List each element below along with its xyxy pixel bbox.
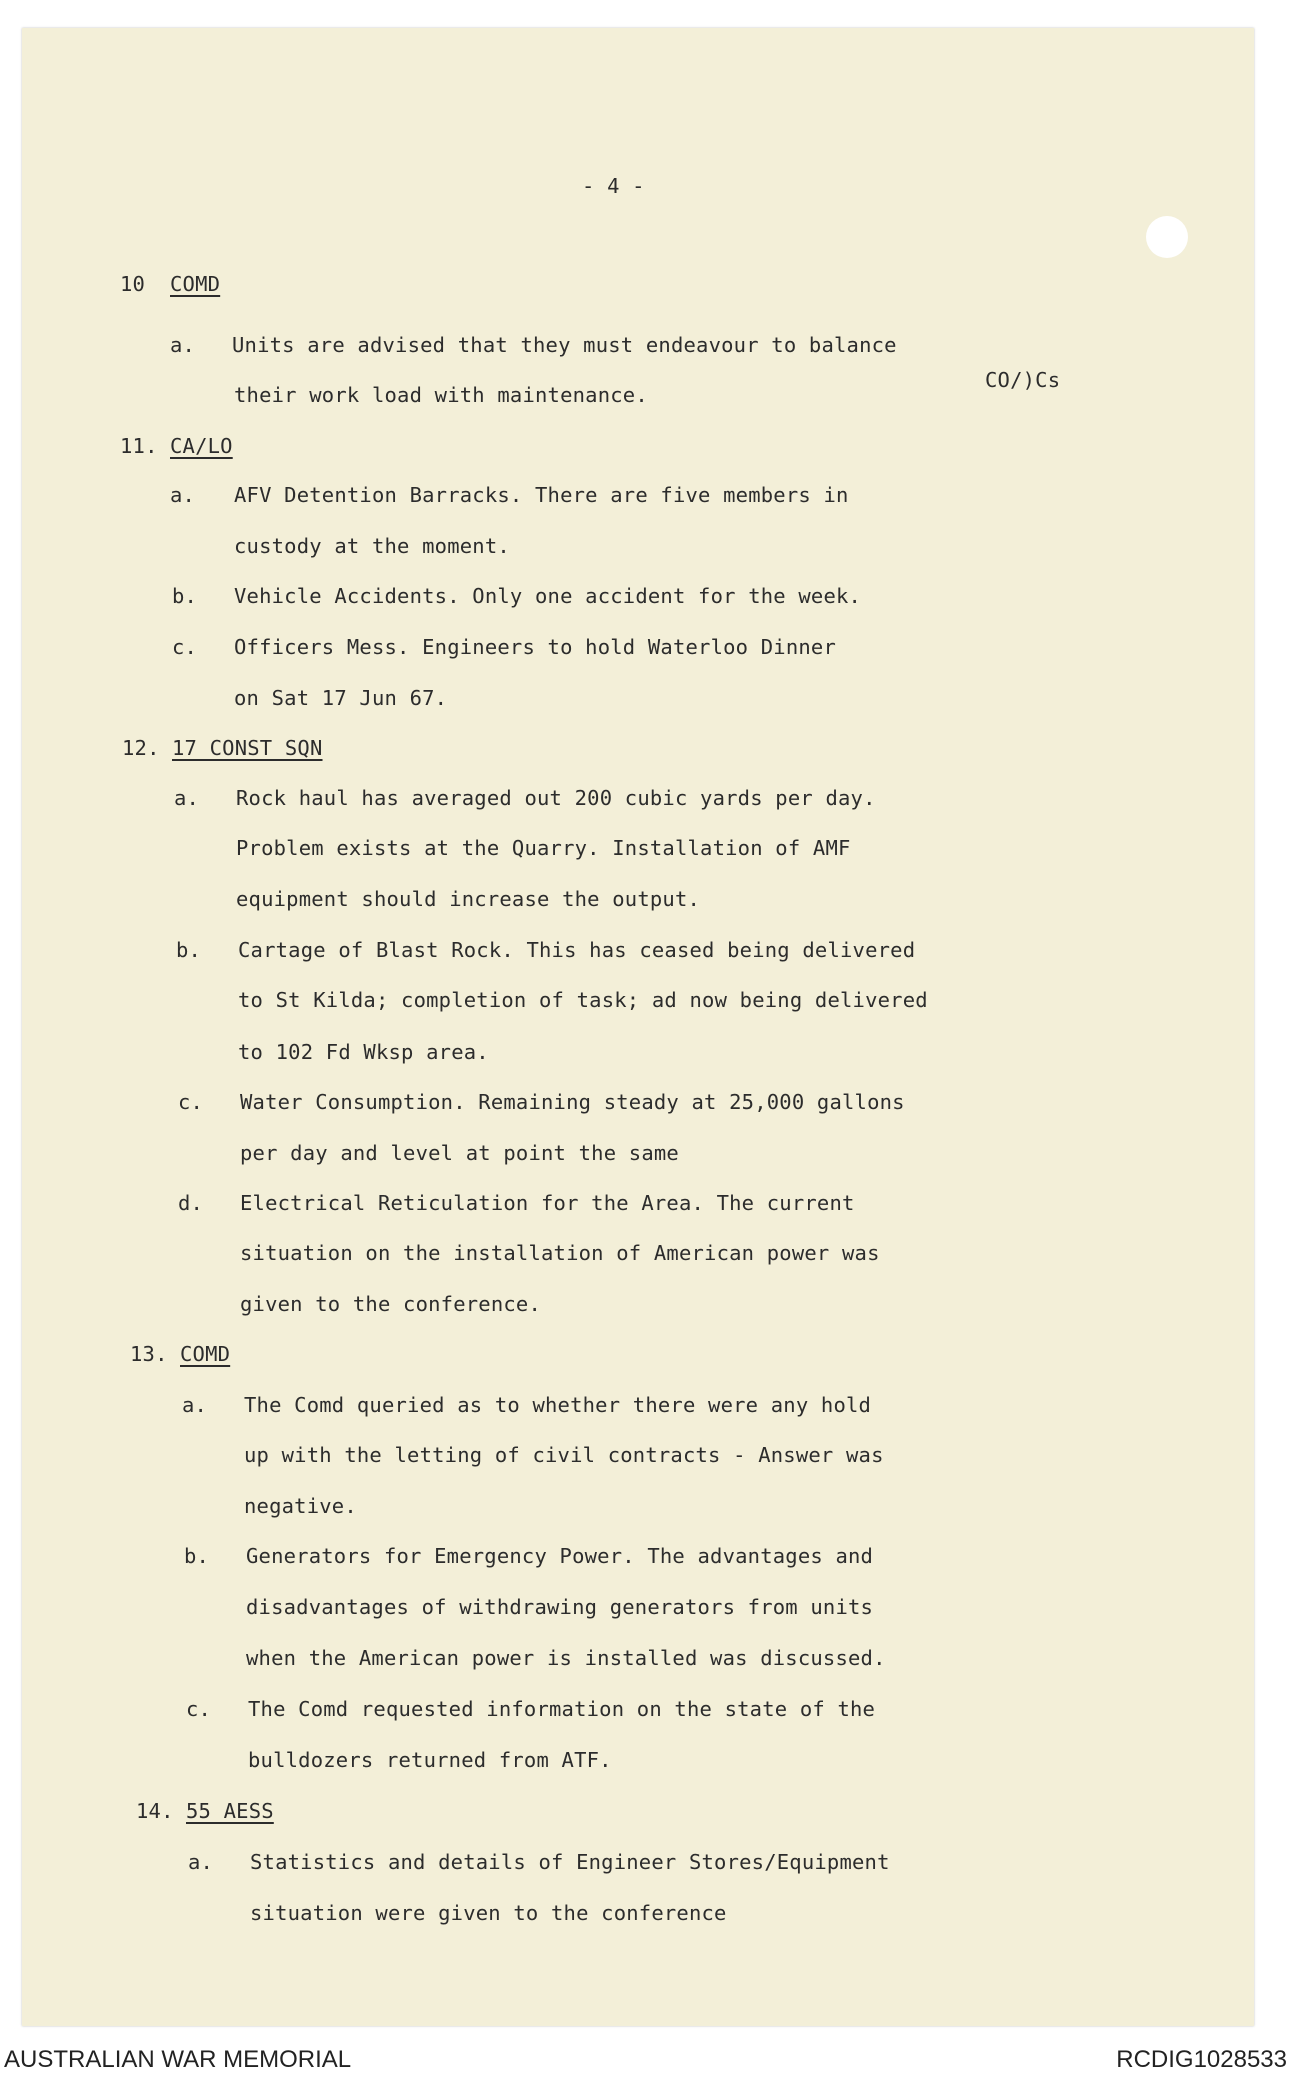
- section-number: 11.: [120, 434, 158, 458]
- item-text-line: negative.: [244, 1494, 357, 1518]
- item-letter: a.: [170, 333, 196, 357]
- item-text-line: disadvantages of withdrawing generators from units: [246, 1595, 874, 1619]
- item-text-line: custody at the moment.: [234, 534, 510, 558]
- item-text-line: situation were given to the conference: [250, 1901, 727, 1925]
- item-text-line: The Comd requested information on the state of the: [248, 1697, 876, 1721]
- section-heading: COMD: [170, 272, 221, 296]
- footer-source: AUSTRALIAN WAR MEMORIAL: [4, 2046, 352, 2073]
- item-letter: a.: [182, 1393, 208, 1417]
- section-number: 12.: [122, 736, 160, 760]
- item-letter: c.: [186, 1697, 212, 1721]
- item-letter: b.: [184, 1544, 210, 1568]
- item-letter: d.: [178, 1191, 204, 1215]
- item-letter: b.: [172, 584, 198, 608]
- section-number: 14.: [136, 1799, 174, 1823]
- item-text-line: Rock haul has averaged out 200 cubic yards per day.: [236, 786, 876, 810]
- item-text-line: Statistics and details of Engineer Stores/Equipment: [250, 1850, 890, 1874]
- item-text-line: situation on the installation of American power was: [240, 1241, 880, 1265]
- item-text-line: Vehicle Accidents. Only one accident for the week.: [234, 584, 862, 608]
- item-text-line: equipment should increase the output.: [236, 887, 701, 911]
- footer-id: RCDIG1028533: [1116, 2046, 1287, 2073]
- page-number: - 4 -: [582, 174, 645, 198]
- item-letter: c.: [178, 1090, 204, 1114]
- item-text-line: Generators for Emergency Power. The advantages and: [246, 1544, 874, 1568]
- item-text-line: Officers Mess. Engineers to hold Waterloo Dinner: [234, 635, 837, 659]
- item-text-line: given to the conference.: [240, 1292, 542, 1316]
- item-text-line: Units are advised that they must endeavour to balance: [232, 333, 897, 357]
- punch-hole: [1146, 216, 1188, 258]
- section-heading: 55 AESS: [186, 1799, 274, 1823]
- section-heading: 17 CONST SQN: [172, 736, 323, 760]
- item-text-line: when the American power is installed was discussed.: [246, 1646, 886, 1670]
- section-heading: COMD: [180, 1342, 231, 1366]
- item-text-line: Water Consumption. Remaining steady at 25,000 gallons: [240, 1090, 905, 1114]
- document-page: [22, 28, 1254, 2026]
- item-letter: c.: [172, 635, 198, 659]
- item-text-line: Cartage of Blast Rock. This has ceased being delivered: [238, 938, 916, 962]
- item-text-line: on Sat 17 Jun 67.: [234, 686, 448, 710]
- item-letter: a.: [174, 786, 200, 810]
- section-number: 13.: [130, 1342, 168, 1366]
- item-letter: a.: [188, 1850, 214, 1874]
- item-text-line: up with the letting of civil contracts - Answer was: [244, 1443, 884, 1467]
- item-text-line: Problem exists at the Quarry. Installation of AMF: [236, 836, 851, 860]
- item-text-line: bulldozers returned from ATF.: [248, 1748, 612, 1772]
- item-text-line: Electrical Reticulation for the Area. The current: [240, 1191, 855, 1215]
- section-heading: CA/LO: [170, 434, 233, 458]
- item-letter: a.: [170, 483, 196, 507]
- margin-note: CO/)Cs: [985, 368, 1061, 392]
- item-text-line: per day and level at point the same: [240, 1141, 679, 1165]
- item-text-line: to 102 Fd Wksp area.: [238, 1040, 489, 1064]
- item-letter: b.: [176, 938, 202, 962]
- item-text-line: to St Kilda; completion of task; ad now being delivered: [238, 988, 928, 1012]
- section-number: 10: [120, 272, 146, 296]
- item-text-line: The Comd queried as to whether there were any hold: [244, 1393, 872, 1417]
- item-text-line: their work load with maintenance.: [234, 383, 648, 407]
- item-text-line: AFV Detention Barracks. There are five members in: [234, 483, 849, 507]
